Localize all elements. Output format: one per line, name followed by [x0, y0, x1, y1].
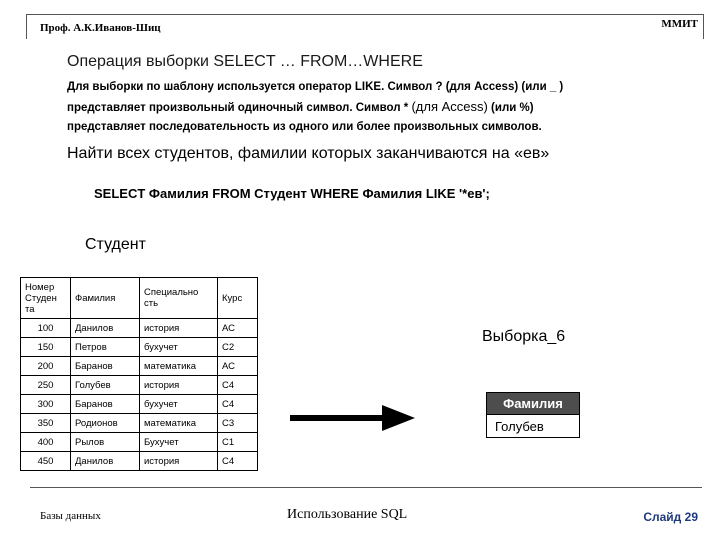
table-row: [21, 376, 258, 395]
cell-surname: Родионов: [71, 414, 140, 433]
slide-title: Операция выборки SELECT … FROM…WHERE: [67, 53, 423, 70]
cell-course: С4: [218, 395, 258, 414]
cell-surname: Данилов: [71, 452, 140, 471]
table-header-row: [21, 278, 258, 319]
cell-number: 300: [21, 395, 71, 414]
author-label: Проф. А.К.Иванов-Шиц: [40, 22, 161, 34]
cell-specialty: история: [140, 452, 218, 471]
cell-number: 400: [21, 433, 71, 452]
description: [67, 78, 697, 137]
cell-number: 450: [21, 452, 71, 471]
cell-surname: Рылов: [71, 433, 140, 452]
result-header: Фамилия: [487, 393, 580, 415]
cell-number: 250: [21, 376, 71, 395]
arrow-right-icon: [290, 403, 415, 433]
cell-course: АС: [218, 357, 258, 376]
cell-number: 150: [21, 338, 71, 357]
footer-divider: [30, 487, 702, 488]
description-line-2: [67, 97, 697, 118]
footer-topic: Использование SQL: [287, 507, 408, 522]
student-table: [20, 277, 258, 471]
header-surname: Фамилия: [71, 278, 140, 319]
slide-label: Слайд: [643, 510, 682, 524]
cell-specialty: история: [140, 376, 218, 395]
description-line-3: представляет последовательность из одного или более произвольных символов.: [67, 121, 542, 133]
cell-course: С4: [218, 452, 258, 471]
result-row: [487, 415, 580, 438]
cell-specialty: Бухучет: [140, 433, 218, 452]
slide-number-value: 29: [684, 510, 698, 524]
table-name: Студент: [85, 236, 146, 253]
result-cell: Голубев: [487, 415, 580, 438]
description-line-2c: (или %): [487, 102, 534, 114]
description-line-1: Для выборки по шаблону используется оператор LIKE. Символ ? (для Access) (или _ ): [67, 81, 564, 93]
cell-number: 200: [21, 357, 71, 376]
cell-specialty: бухучет: [140, 338, 218, 357]
cell-course: С2: [218, 338, 258, 357]
header-number: Номер Студен та: [21, 278, 71, 319]
org-label: ММИТ: [661, 18, 698, 30]
description-line-2b: (для Access): [411, 99, 488, 114]
cell-course: АС: [218, 319, 258, 338]
cell-specialty: математика: [140, 414, 218, 433]
header-course: Курс: [218, 278, 258, 319]
cell-surname: Данилов: [71, 319, 140, 338]
cell-surname: Баранов: [71, 395, 140, 414]
cell-specialty: история: [140, 319, 218, 338]
slide-number: [643, 510, 698, 524]
footer-course: Базы данных: [40, 510, 101, 522]
table-row: [21, 395, 258, 414]
table-row: [21, 414, 258, 433]
cell-surname: Баранов: [71, 357, 140, 376]
table-row: [21, 338, 258, 357]
table-row: [21, 357, 258, 376]
cell-course: С4: [218, 376, 258, 395]
table-row: [21, 433, 258, 452]
cell-specialty: бухучет: [140, 395, 218, 414]
cell-surname: Петров: [71, 338, 140, 357]
cell-surname: Голубев: [71, 376, 140, 395]
table-row: [21, 452, 258, 471]
description-line-2a: представляет произвольный одиночный символ. Символ *: [67, 102, 412, 114]
result-table: [486, 392, 580, 438]
cell-course: С3: [218, 414, 258, 433]
cell-specialty: математика: [140, 357, 218, 376]
cell-number: 100: [21, 319, 71, 338]
cell-number: 350: [21, 414, 71, 433]
cell-course: С1: [218, 433, 258, 452]
sql-query: SELECT Фамилия FROM Студент WHERE Фамилия LIKE '*ев';: [94, 186, 490, 201]
result-label: Выборка_6: [482, 328, 566, 345]
task-text: Найти всех студентов, фамилии которых заканчиваются на «ев»: [67, 145, 550, 162]
table-row: [21, 319, 258, 338]
header-specialty: Специально сть: [140, 278, 218, 319]
